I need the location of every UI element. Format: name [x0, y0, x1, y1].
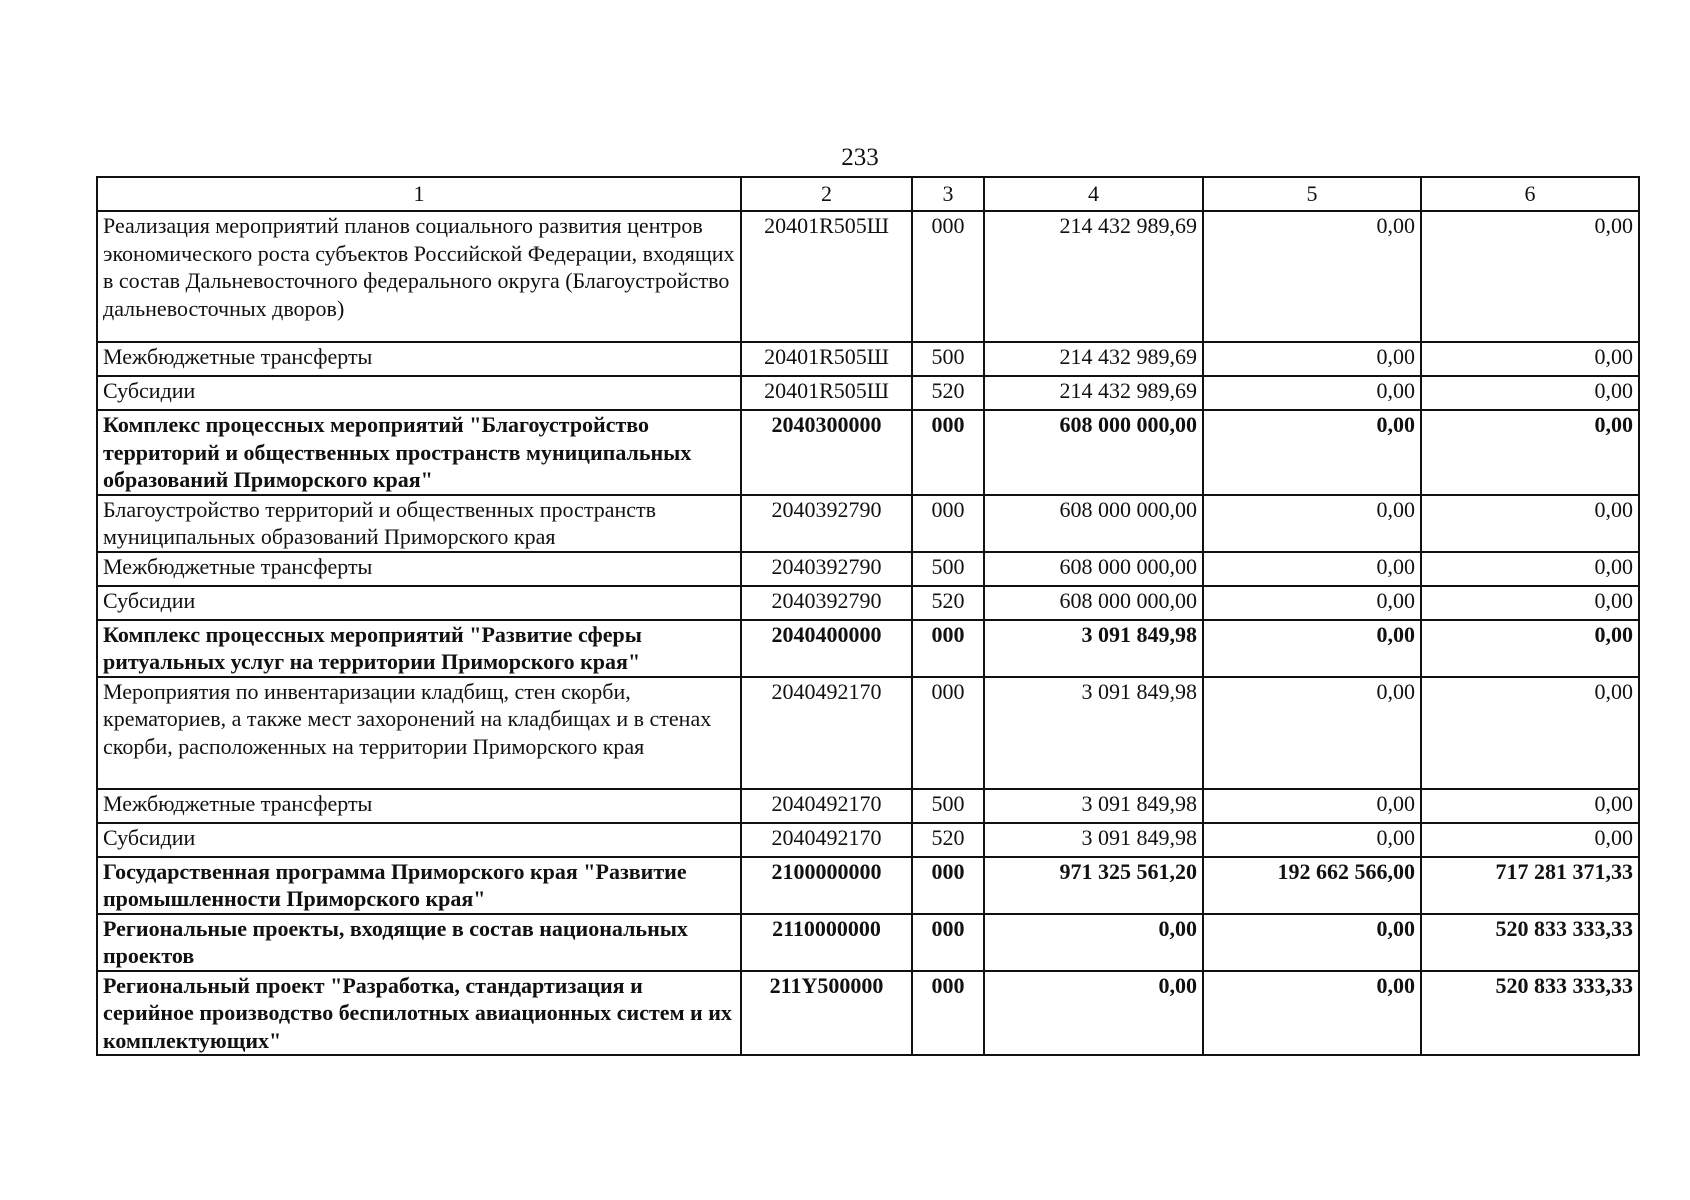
row-expense-type: 500 — [912, 789, 984, 823]
row-target-code: 20401R505Ш — [741, 211, 912, 342]
row-target-code: 211Y500000 — [741, 971, 912, 1056]
table-row — [97, 376, 1639, 410]
row-amount-3: 0,00 — [1421, 677, 1639, 789]
row-amount-3: 0,00 — [1421, 211, 1639, 342]
page-number: 233 — [841, 144, 879, 171]
row-amount-2: 0,00 — [1203, 823, 1421, 857]
row-amount-2: 0,00 — [1203, 789, 1421, 823]
row-amount-2: 0,00 — [1203, 495, 1421, 552]
table-row — [97, 552, 1639, 586]
row-expense-type: 520 — [912, 376, 984, 410]
row-target-code: 2040300000 — [741, 410, 912, 495]
column-header-3: 3 — [912, 177, 984, 211]
row-amount-1: 3 091 849,98 — [984, 677, 1203, 789]
table-row — [97, 823, 1639, 857]
row-amount-1: 214 432 989,69 — [984, 376, 1203, 410]
row-name: Региональные проекты, входящие в состав национальных проектов — [97, 914, 741, 971]
row-amount-1: 608 000 000,00 — [984, 495, 1203, 552]
budget-table — [96, 176, 1640, 1056]
row-target-code: 2040492170 — [741, 677, 912, 789]
row-name: Региональный проект "Разработка, стандартизация и серийное производство беспилотных авиационных систем и их комплектующих" — [97, 971, 741, 1056]
column-header-2: 2 — [741, 177, 912, 211]
header-row — [97, 177, 1639, 211]
column-header-5: 5 — [1203, 177, 1421, 211]
table-row — [97, 914, 1639, 971]
table-row — [97, 620, 1639, 677]
row-amount-3: 0,00 — [1421, 552, 1639, 586]
row-expense-type: 500 — [912, 552, 984, 586]
row-target-code: 2040400000 — [741, 620, 912, 677]
row-expense-type: 500 — [912, 342, 984, 376]
row-amount-2: 0,00 — [1203, 211, 1421, 342]
row-amount-2: 0,00 — [1203, 342, 1421, 376]
row-amount-2: 0,00 — [1203, 971, 1421, 1056]
row-amount-3: 0,00 — [1421, 410, 1639, 495]
row-amount-3: 0,00 — [1421, 823, 1639, 857]
column-header-4: 4 — [984, 177, 1203, 211]
row-amount-3: 0,00 — [1421, 789, 1639, 823]
row-amount-2: 0,00 — [1203, 586, 1421, 620]
row-target-code: 2110000000 — [741, 914, 912, 971]
row-amount-2: 0,00 — [1203, 620, 1421, 677]
row-expense-type: 000 — [912, 410, 984, 495]
row-name: Субсидии — [97, 586, 741, 620]
row-name: Комплекс процессных мероприятий "Развитие сферы ритуальных услуг на территории Приморского края" — [97, 620, 741, 677]
table-row — [97, 677, 1639, 789]
row-amount-1: 0,00 — [984, 971, 1203, 1056]
table-row — [97, 971, 1639, 1056]
row-name: Комплекс процессных мероприятий "Благоустройство территорий и общественных пространств муниципальных образований Приморского края" — [97, 410, 741, 495]
row-target-code: 2100000000 — [741, 857, 912, 914]
column-header-6: 6 — [1421, 177, 1639, 211]
row-expense-type: 000 — [912, 857, 984, 914]
row-amount-2: 0,00 — [1203, 376, 1421, 410]
table-row — [97, 789, 1639, 823]
row-amount-2: 0,00 — [1203, 552, 1421, 586]
row-target-code: 2040492170 — [741, 789, 912, 823]
row-expense-type: 000 — [912, 677, 984, 789]
row-name: Межбюджетные трансферты — [97, 552, 741, 586]
row-target-code: 20401R505Ш — [741, 376, 912, 410]
row-name: Межбюджетные трансферты — [97, 342, 741, 376]
row-amount-1: 971 325 561,20 — [984, 857, 1203, 914]
row-amount-1: 3 091 849,98 — [984, 823, 1203, 857]
row-expense-type: 520 — [912, 586, 984, 620]
table-row — [97, 857, 1639, 914]
row-name: Субсидии — [97, 376, 741, 410]
row-amount-2: 0,00 — [1203, 410, 1421, 495]
table-row — [97, 211, 1639, 342]
row-amount-1: 3 091 849,98 — [984, 620, 1203, 677]
row-amount-2: 192 662 566,00 — [1203, 857, 1421, 914]
row-target-code: 2040392790 — [741, 495, 912, 552]
row-target-code: 2040392790 — [741, 552, 912, 586]
row-name: Государственная программа Приморского края "Развитие промышленности Приморского края" — [97, 857, 741, 914]
row-amount-1: 608 000 000,00 — [984, 552, 1203, 586]
row-amount-1: 608 000 000,00 — [984, 410, 1203, 495]
row-amount-3: 0,00 — [1421, 376, 1639, 410]
row-amount-3: 0,00 — [1421, 342, 1639, 376]
row-name: Субсидии — [97, 823, 741, 857]
table-row — [97, 342, 1639, 376]
table-row — [97, 586, 1639, 620]
row-amount-1: 214 432 989,69 — [984, 211, 1203, 342]
row-name: Благоустройство территорий и общественных пространств муниципальных образований Приморского края — [97, 495, 741, 552]
row-amount-1: 608 000 000,00 — [984, 586, 1203, 620]
row-amount-1: 214 432 989,69 — [984, 342, 1203, 376]
row-expense-type: 000 — [912, 495, 984, 552]
row-amount-3: 520 833 333,33 — [1421, 914, 1639, 971]
row-expense-type: 520 — [912, 823, 984, 857]
row-amount-3: 520 833 333,33 — [1421, 971, 1639, 1056]
row-expense-type: 000 — [912, 914, 984, 971]
row-expense-type: 000 — [912, 620, 984, 677]
row-amount-3: 717 281 371,33 — [1421, 857, 1639, 914]
row-amount-3: 0,00 — [1421, 620, 1639, 677]
table-row — [97, 495, 1639, 552]
table-header — [97, 177, 1639, 211]
table-body — [97, 211, 1639, 1055]
row-name: Мероприятия по инвентаризации кладбищ, стен скорби, крематориев, а также мест захоронений на кладбищах и в стенах скорби, расположенных на территории Приморского края — [97, 677, 741, 789]
row-amount-1: 0,00 — [984, 914, 1203, 971]
table-row — [97, 410, 1639, 495]
row-target-code: 2040392790 — [741, 586, 912, 620]
row-target-code: 20401R505Ш — [741, 342, 912, 376]
row-name: Реализация мероприятий планов социального развития центров экономического роста субъектов Российской Федерации, входящих в состав Дальневосточного федерального округа (Благоустройство дальневосточных дворов) — [97, 211, 741, 342]
row-amount-1: 3 091 849,98 — [984, 789, 1203, 823]
row-expense-type: 000 — [912, 211, 984, 342]
row-expense-type: 000 — [912, 971, 984, 1056]
row-amount-3: 0,00 — [1421, 586, 1639, 620]
row-name: Межбюджетные трансферты — [97, 789, 741, 823]
row-target-code: 2040492170 — [741, 823, 912, 857]
row-amount-3: 0,00 — [1421, 495, 1639, 552]
row-amount-2: 0,00 — [1203, 677, 1421, 789]
row-amount-2: 0,00 — [1203, 914, 1421, 971]
column-header-1: 1 — [97, 177, 741, 211]
